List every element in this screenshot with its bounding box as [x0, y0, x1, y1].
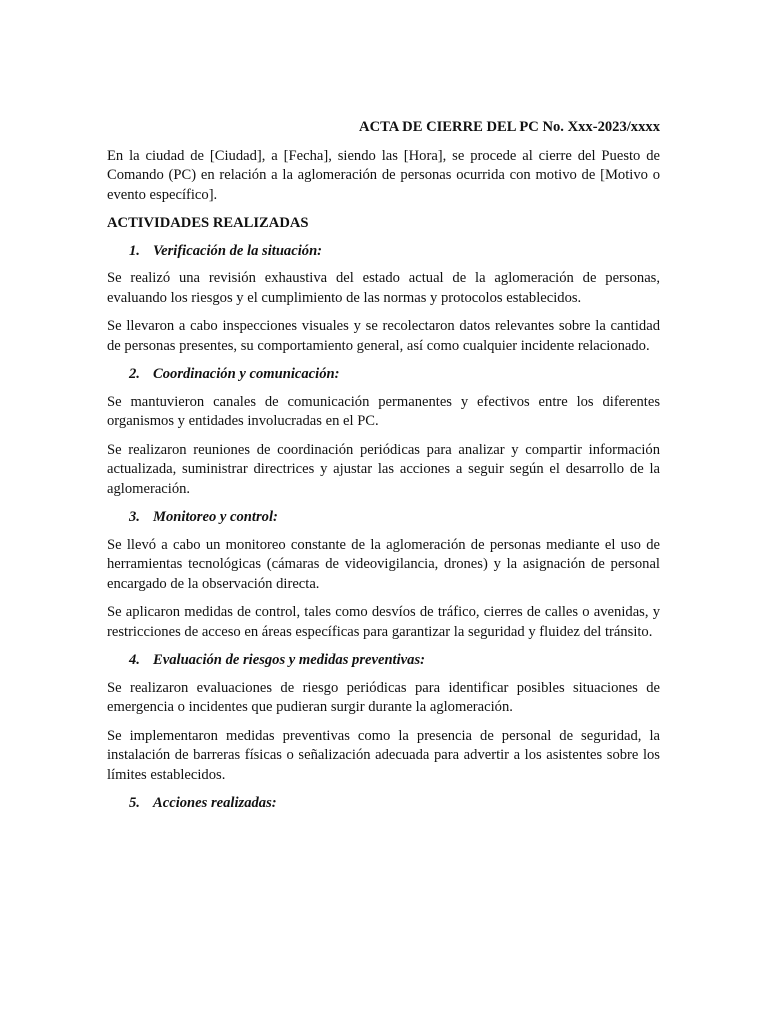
document-body: [107, 118, 660, 822]
item-heading-3: [107, 508, 660, 528]
item-heading-2: [107, 365, 660, 385]
item-title: Monitoreo y control:: [153, 509, 278, 525]
document-title: ACTA DE CIERRE DEL PC No. Xxx-2023/xxxx: [359, 119, 660, 135]
item-number: 4.: [129, 652, 140, 668]
item-title: Evaluación de riesgos y medidas preventivas:: [153, 652, 425, 668]
paragraph: Se realizaron evaluaciones de riesgo periódicas para identificar posibles situaciones de emergencia o incidentes que pudieran surgir durante la aglomeración.: [107, 679, 660, 715]
item-title: Coordinación y comunicación:: [153, 366, 340, 382]
item-number: 2.: [129, 366, 140, 382]
intro-paragraph: En la ciudad de [Ciudad], a [Fecha], siendo las [Hora], se procede al cierre del Puesto de Comando (PC) en relación a la aglomeración de personas ocurrida con motivo de [Motivo o evento específico].: [107, 147, 660, 203]
paragraph: Se llevó a cabo un monitoreo constante de la aglomeración de personas mediante el uso de herramientas tecnológicas (cámaras de videovigilancia, drones) y la asignación de personal encargado de la observación directa.: [107, 536, 660, 592]
paragraph: Se realizaron reuniones de coordinación periódicas para analizar y compartir información actualizada, suministrar directrices y ajustar las acciones a seguir según el desarrollo de la aglomeración.: [107, 441, 660, 497]
item-number: 3.: [129, 509, 140, 525]
item-heading-1: [107, 242, 660, 262]
paragraph: Se aplicaron medidas de control, tales como desvíos de tráfico, cierres de calles o avenidas, y restricciones de acceso en áreas específicas para garantizar la seguridad y fluidez del tránsito.: [107, 604, 660, 640]
item-number: 5.: [129, 795, 140, 811]
item-heading-4: [107, 651, 660, 671]
item-number: 1.: [129, 242, 140, 259]
section-heading: ACTIVIDADES REALIZADAS: [107, 215, 309, 231]
item-heading-5: [107, 794, 660, 814]
paragraph: Se llevaron a cabo inspecciones visuales y se recolectaron datos relevantes sobre la cantidad de personas presentes, su comportamiento general, así como cualquier incidente relacionado.: [107, 318, 660, 354]
item-title: Acciones realizadas:: [153, 795, 277, 811]
paragraph: Se implementaron medidas preventivas como la presencia de personal de seguridad, la instalación de barreras físicas o señalización adecuada para advertir a los asistentes sobre los límites establecidos.: [107, 727, 660, 783]
item-title: Verificación de la situación:: [153, 242, 323, 259]
paragraph: Se realizó una revisión exhaustiva del estado actual de la aglomeración de personas, evaluando los riesgos y el cumplimiento de las normas y protocolos establecidos.: [107, 270, 660, 306]
paragraph: Se mantuvieron canales de comunicación permanentes y efectivos entre los diferentes organismos y entidades involucradas en el PC.: [107, 393, 660, 429]
